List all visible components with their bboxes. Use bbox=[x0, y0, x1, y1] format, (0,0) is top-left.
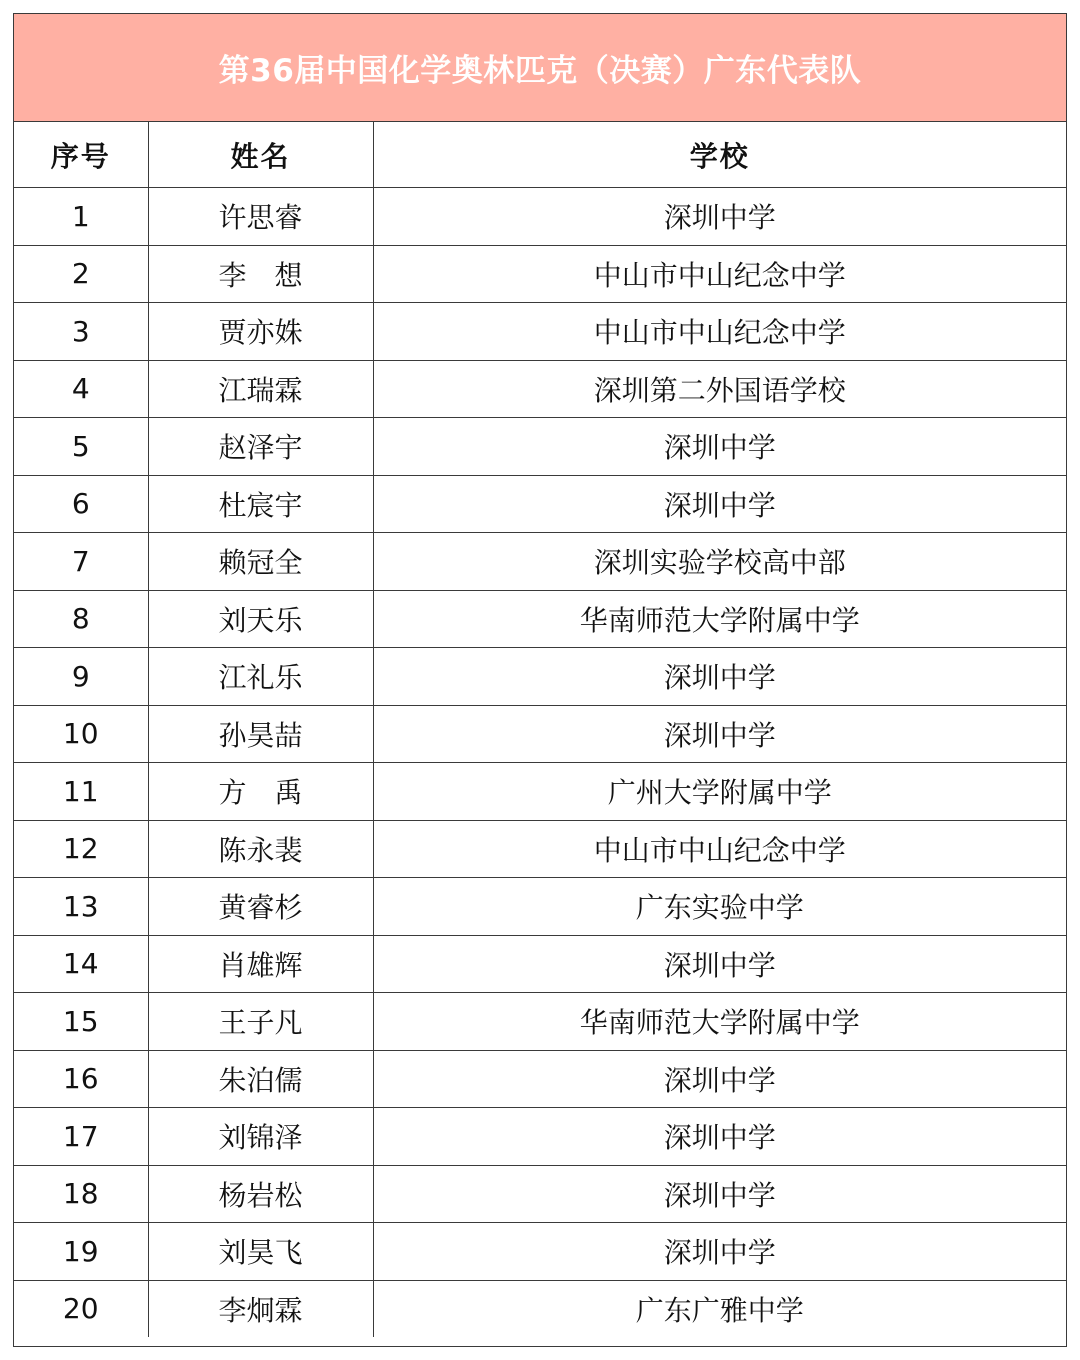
student-name: 方 禹 bbox=[148, 763, 373, 821]
school-name: 中山市中山纪念中学 bbox=[373, 303, 1066, 361]
student-name: 黄睿杉 bbox=[148, 878, 373, 936]
school-name: 深圳中学 bbox=[373, 188, 1066, 246]
row-number: 10 bbox=[14, 705, 148, 763]
row-number: 13 bbox=[14, 878, 148, 936]
table-row bbox=[14, 1280, 1066, 1337]
school-name: 深圳实验学校高中部 bbox=[373, 533, 1066, 591]
row-number: 20 bbox=[62, 1292, 99, 1326]
table-row bbox=[14, 418, 1066, 476]
school-name: 中山市中山纪念中学 bbox=[373, 245, 1066, 303]
row-number: 9 bbox=[14, 648, 148, 706]
student-name: 孙昊喆 bbox=[148, 705, 373, 763]
row-number: 6 bbox=[14, 475, 148, 533]
table-row bbox=[14, 360, 1066, 418]
student-name: 刘天乐 bbox=[148, 590, 373, 648]
roster-table bbox=[14, 122, 1066, 1337]
student-name: 李炯霖 bbox=[148, 1280, 373, 1337]
row-number: 16 bbox=[14, 1050, 148, 1108]
row-number: 8 bbox=[14, 590, 148, 648]
header-name: 姓名 bbox=[148, 122, 373, 188]
header-school: 学校 bbox=[373, 122, 1066, 188]
school-name: 深圳中学 bbox=[373, 1165, 1066, 1223]
school-name: 华南师范大学附属中学 bbox=[373, 993, 1066, 1051]
table-row bbox=[14, 820, 1066, 878]
student-name: 王子凡 bbox=[148, 993, 373, 1051]
row-number: 19 bbox=[14, 1223, 148, 1281]
row-number: 4 bbox=[14, 360, 148, 418]
table-row bbox=[14, 1050, 1066, 1108]
student-name: 赵泽宇 bbox=[148, 418, 373, 476]
school-name: 深圳第二外国语学校 bbox=[373, 360, 1066, 418]
student-name: 李 想 bbox=[148, 245, 373, 303]
school-name: 深圳中学 bbox=[373, 1050, 1066, 1108]
row-number: 3 bbox=[14, 303, 148, 361]
table-row bbox=[14, 878, 1066, 936]
row-number: 18 bbox=[14, 1165, 148, 1223]
table-row bbox=[14, 188, 1066, 246]
table-row bbox=[14, 1165, 1066, 1223]
school-name: 深圳中学 bbox=[373, 418, 1066, 476]
row-number: 2 bbox=[14, 245, 148, 303]
row-number: 7 bbox=[14, 533, 148, 591]
school-name: 广东广雅中学 bbox=[373, 1280, 1066, 1337]
student-name: 许思睿 bbox=[148, 188, 373, 246]
student-name: 陈永裴 bbox=[148, 820, 373, 878]
row-number: 14 bbox=[14, 935, 148, 993]
school-name: 华南师范大学附属中学 bbox=[373, 590, 1066, 648]
student-name: 杜宸宇 bbox=[148, 475, 373, 533]
row-number: 15 bbox=[14, 993, 148, 1051]
table-row bbox=[14, 303, 1066, 361]
table-row bbox=[14, 705, 1066, 763]
row-number: 5 bbox=[14, 418, 148, 476]
table-row bbox=[14, 475, 1066, 533]
row-number: 17 bbox=[14, 1108, 148, 1166]
student-name: 江礼乐 bbox=[148, 648, 373, 706]
table-row bbox=[14, 935, 1066, 993]
school-name: 中山市中山纪念中学 bbox=[373, 820, 1066, 878]
student-name: 贾亦姝 bbox=[148, 303, 373, 361]
school-name: 广州大学附属中学 bbox=[373, 763, 1066, 821]
header-row bbox=[14, 122, 1066, 188]
school-name: 深圳中学 bbox=[373, 648, 1066, 706]
table-title: 第36届中国化学奥林匹克（决赛）广东代表队 bbox=[218, 53, 862, 89]
table-row bbox=[14, 590, 1066, 648]
row-number: 11 bbox=[14, 763, 148, 821]
roster-body bbox=[14, 188, 1066, 1338]
student-name: 刘昊飞 bbox=[148, 1223, 373, 1281]
header-number: 序号 bbox=[14, 122, 148, 188]
row-number: 1 bbox=[14, 188, 148, 246]
school-name: 深圳中学 bbox=[373, 475, 1066, 533]
student-name: 江瑞霖 bbox=[148, 360, 373, 418]
table-row bbox=[14, 648, 1066, 706]
row-number: 12 bbox=[14, 820, 148, 878]
table-row bbox=[14, 533, 1066, 591]
student-name: 杨岩松 bbox=[148, 1165, 373, 1223]
table-row bbox=[14, 1108, 1066, 1166]
student-name: 肖雄辉 bbox=[148, 935, 373, 993]
school-name: 深圳中学 bbox=[373, 1223, 1066, 1281]
table-row bbox=[14, 1223, 1066, 1281]
student-name: 朱泊儒 bbox=[148, 1050, 373, 1108]
school-name: 深圳中学 bbox=[373, 1108, 1066, 1166]
table-row bbox=[14, 245, 1066, 303]
table-row bbox=[14, 763, 1066, 821]
school-name: 广东实验中学 bbox=[373, 878, 1066, 936]
student-name: 刘锦泽 bbox=[148, 1108, 373, 1166]
roster-sheet bbox=[13, 13, 1067, 1347]
student-name: 赖冠全 bbox=[148, 533, 373, 591]
table-row bbox=[14, 993, 1066, 1051]
school-name: 深圳中学 bbox=[373, 705, 1066, 763]
school-name: 深圳中学 bbox=[373, 935, 1066, 993]
title-bar bbox=[14, 14, 1066, 122]
